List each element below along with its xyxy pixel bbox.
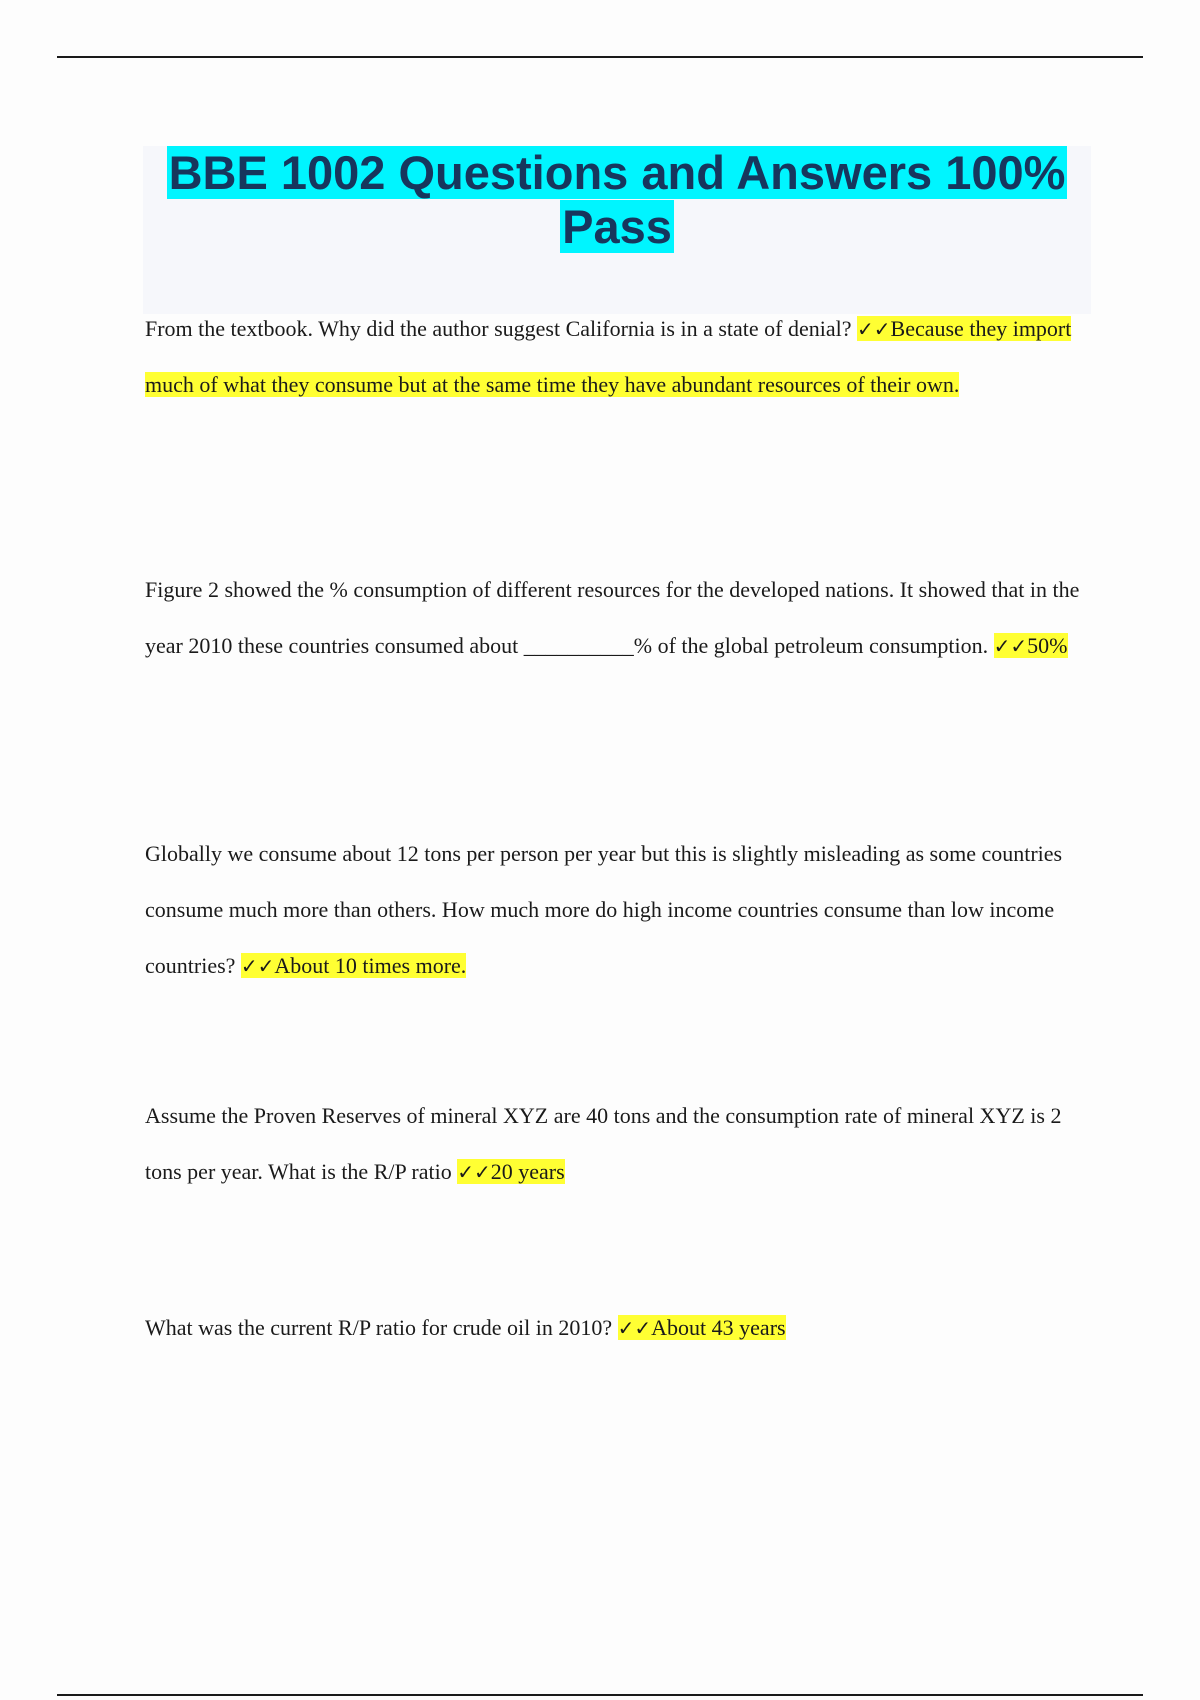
answer-text: About 10 times more. bbox=[274, 953, 467, 978]
top-rule bbox=[57, 56, 1143, 58]
check-marks-icon: ✓✓ bbox=[617, 1316, 652, 1340]
qa-item-1 bbox=[145, 301, 1080, 413]
document-title bbox=[143, 146, 1091, 254]
check-marks-icon: ✓✓ bbox=[993, 634, 1028, 658]
check-marks-icon: ✓✓ bbox=[457, 1160, 491, 1184]
document-title-text: BBE 1002 Questions and Answers 100% Pass bbox=[168, 146, 1066, 253]
qa-item-3 bbox=[145, 826, 1080, 994]
answer-highlight bbox=[457, 1159, 564, 1184]
answer-text: 50% bbox=[1027, 633, 1068, 658]
answer-text: 20 years bbox=[490, 1159, 565, 1184]
question-text: Assume the Proven Reserves of mineral XYZ are 40 tons and the consumption rate of mineral XYZ is 2 tons per year. What is the R/P ratio bbox=[145, 1103, 1062, 1184]
answer-text: Because they import much of what they consume but at the same time they have abundant resources of their own. bbox=[145, 316, 1072, 397]
answer-highlight bbox=[618, 1315, 786, 1340]
question-text: What was the current R/P ratio for crude oil in 2010? bbox=[145, 1315, 618, 1340]
question-text: Figure 2 showed the % consumption of different resources for the developed nations. It showed that in the year 2010 these countries consumed about __________% of the global petroleum consumption. bbox=[145, 577, 1080, 658]
answer-text: About 43 years bbox=[651, 1315, 786, 1340]
qa-item-5 bbox=[145, 1300, 1080, 1356]
answer-highlight bbox=[994, 633, 1068, 658]
check-marks-icon: ✓✓ bbox=[857, 317, 891, 341]
qa-item-2 bbox=[145, 562, 1080, 674]
answer-highlight bbox=[241, 953, 466, 978]
qa-item-4 bbox=[145, 1088, 1080, 1200]
question-text: Globally we consume about 12 tons per person per year but this is slightly misleading as some countries consume much more than others. How much more do high income countries consume than low income countries? bbox=[145, 841, 1063, 978]
check-marks-icon: ✓✓ bbox=[240, 954, 275, 978]
question-text: From the textbook. Why did the author suggest California is in a state of denial? bbox=[145, 316, 858, 341]
bottom-rule bbox=[57, 1694, 1143, 1696]
